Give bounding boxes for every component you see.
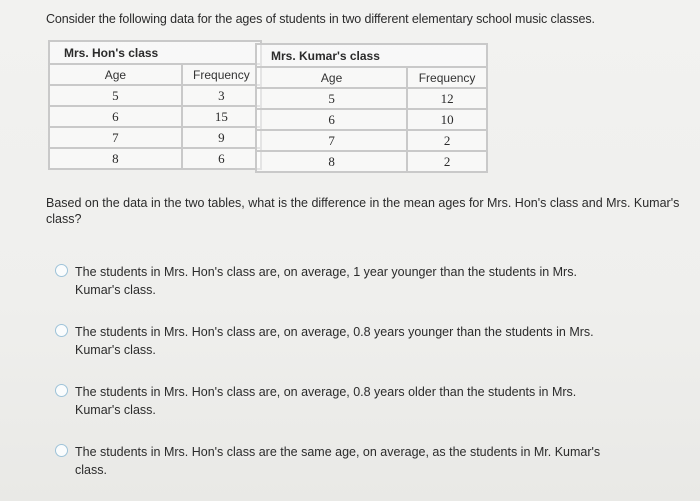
kumar-frequency-cell: 10 (407, 109, 487, 130)
answer-option-c-label: The students in Mrs. Hon's class are, on average, 0.8 years older than the students in Mrs. Kumar's class. (75, 385, 577, 417)
kumar-age-header: Age (256, 67, 407, 88)
hon-table-title: Mrs. Hon's class (49, 41, 261, 64)
kumar-table-title: Mrs. Kumar's class (256, 44, 487, 67)
prompt-text: Based on the data in the two tables, what is the difference in the mean ages for Mrs. Hon's class and Mrs. Kumar's class? (46, 196, 680, 226)
table-row (256, 88, 487, 109)
answer-option-d-label: The students in Mrs. Hon's class are the same age, on average, as the students in Mr. Kumar's class. (75, 445, 601, 477)
hon-class-table (48, 40, 262, 170)
kumar-frequency-header: Frequency (407, 67, 487, 88)
radio-button-b[interactable] (55, 324, 68, 337)
answer-option-b[interactable] (55, 323, 615, 359)
answer-option-b-label: The students in Mrs. Hon's class are, on average, 0.8 years younger than the students in Mrs. Kumar's class. (75, 325, 594, 357)
kumar-age-cell: 7 (256, 130, 407, 151)
answer-option-c[interactable] (55, 383, 615, 419)
hon-age-cell: 5 (49, 85, 182, 106)
kumar-age-cell: 8 (256, 151, 407, 172)
kumar-frequency-cell: 12 (407, 88, 487, 109)
hon-age-cell: 7 (49, 127, 182, 148)
table-row (49, 148, 261, 169)
table-row (49, 85, 261, 106)
hon-frequency-cell: 3 (182, 85, 261, 106)
radio-button-c[interactable] (55, 384, 68, 397)
hon-age-cell: 8 (49, 148, 182, 169)
table-row (256, 130, 487, 151)
kumar-age-cell: 5 (256, 88, 407, 109)
hon-frequency-cell: 9 (182, 127, 261, 148)
table-row (256, 151, 487, 172)
kumar-frequency-cell: 2 (407, 151, 487, 172)
radio-button-a[interactable] (55, 264, 68, 277)
hon-frequency-cell: 15 (182, 106, 261, 127)
table-row (256, 109, 487, 130)
kumar-age-cell: 6 (256, 109, 407, 130)
hon-frequency-cell: 6 (182, 148, 261, 169)
kumar-frequency-cell: 2 (407, 130, 487, 151)
table-row (49, 106, 261, 127)
answer-option-a-label: The students in Mrs. Hon's class are, on average, 1 year younger than the students in Mrs. Kumar's class. (75, 265, 577, 297)
hon-frequency-header: Frequency (182, 64, 261, 85)
radio-button-d[interactable] (55, 444, 68, 457)
question-text: Consider the following data for the ages of students in two different elementary school music classes. (46, 12, 595, 26)
table-row (49, 127, 261, 148)
hon-age-header: Age (49, 64, 182, 85)
hon-age-cell: 6 (49, 106, 182, 127)
answer-option-a[interactable] (55, 263, 615, 299)
kumar-class-table (255, 43, 488, 173)
answer-option-d[interactable] (55, 443, 615, 479)
